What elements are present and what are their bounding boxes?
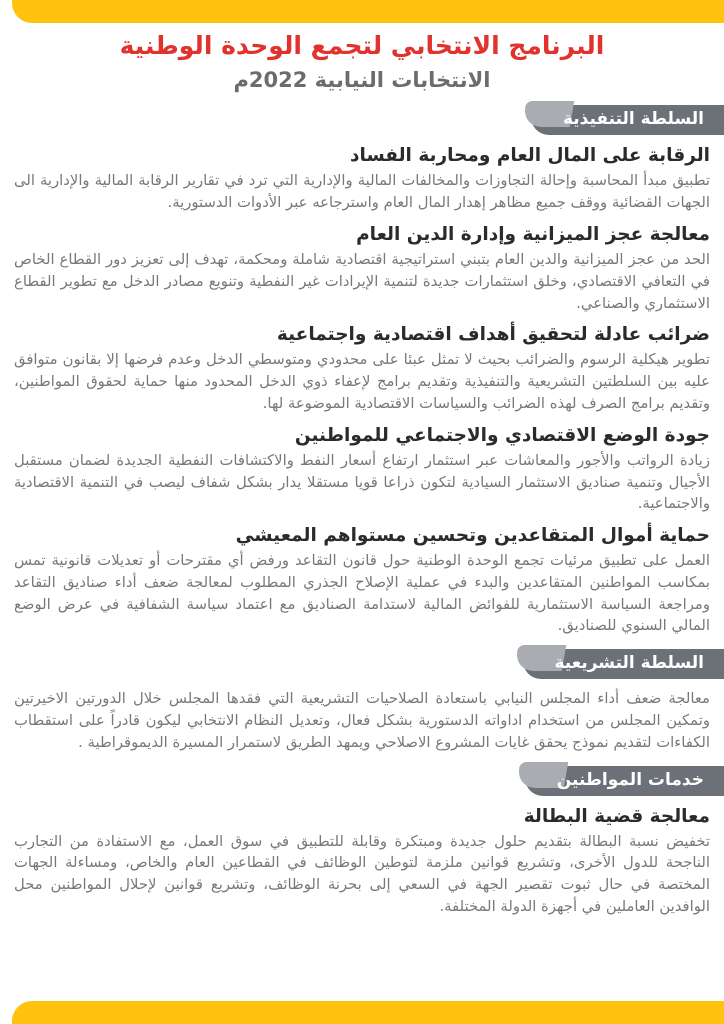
- item-heading-economic-social-quality: جودة الوضع الاقتصادي والاجتماعي للمواطنين: [294, 424, 710, 446]
- top-accent-bar: [12, 0, 724, 23]
- item-body-retirees-funds: العمل على تطبيق مرئيات تجمع الوحدة الوطنية حول قانون التقاعد ورفض أي مقترحات أو تعديلات قانونية تمس بمكاسب المواطنين المتقاعدين والبدء في عملية الإصلاح الجذري المطلوب لمعالجة ضعف أداء صناديق التقاعد ومراجعة السياسة الاستثمارية للفوائض المالية لاستدامة الصناديق مع اعتماد سياسة الشفافية في عرض الوضع المالي السنوي للصناديق.: [14, 552, 710, 635]
- item-heading-fair-taxes: ضرائب عادلة لتحقيق أهداف اقتصادية واجتماعية: [276, 324, 710, 346]
- section-badge-citizen-services: خدمات المواطنين: [525, 766, 724, 796]
- page-title: البرنامج الانتخابي لتجمع الوحدة الوطنية: [119, 31, 605, 60]
- item-heading-budget-deficit: معالجة عجز الميزانية وإدارة الدين العام: [356, 223, 710, 245]
- item-body-budget-deficit: الحد من عجز الميزانية والدين العام بتبني استراتيجية اقتصادية شاملة ومحكمة، تهدف إلى تعزيز دور القطاع الخاص في التعافي الاقتصادي، وخلق استثمارات جديدة لتنمية الإيرادات غير النفطية وتنويع مصادر الدخل مع تطوير القطاع الاستثماري والصناعي.: [14, 251, 710, 312]
- item-body-legislative-authority: معالجة ضعف أداء المجلس النيابي باستعادة الصلاحيات التشريعية التي فقدها المجلس خلال الدورتين الاخيرتين وتمكين المجلس من استخدام اداواته الدستورية بشكل فعال، وتعديل النظام الانتخابي ليكون قادراً على استقطاب الكفاءات لتقديم نموذج يحقق غايات المشروع الاصلاحي ويمهد الطريق لاستمرار المسيرة الديموقراطية .: [14, 690, 710, 751]
- item-body-public-funds-oversight: تطبيق مبدأ المحاسبة وإحالة التجاوزات والمخالفات المالية والإدارية التي ترد في تقارير الرقابة المالية والإدارية الى الجهات القضائية ووقف جميع مظاهر إهدار المال العام واسترجاعه عبر الأدوات الدستورية.: [14, 172, 710, 212]
- bottom-accent-bar: [12, 1001, 724, 1024]
- page-subtitle: الانتخابات النيابية 2022م: [233, 68, 491, 92]
- item-body-economic-social-quality: زيادة الرواتب والأجور والمعاشات عبر استثمار ارتفاع أسعار النفط والاكتشافات النفطية الجديدة لضمان مستقبل الأجيال وتنمية صناديق الاستثمار السيادية لتكون ذراعا قويا مستقلا يدار بشكل شفاف ليصب في التنمية الاقتصادية والاجتماعية.: [14, 451, 710, 513]
- item-heading-retirees-funds: حماية أموال المتقاعدين وتحسين مستواهم المعيشي: [235, 525, 710, 547]
- item-body-unemployment: تخفيض نسبة البطالة بتقديم حلول جديدة ومبتكرة وقابلة للتطبيق في سوق العمل، مع الاستفادة من التجارب الناجحة للدول الأخرى، وتشريع قوانين ملزمة لتوطين الوظائف في القطاعين العام والخاص، ومساءلة الجهات المختصة في حال ثبوت تقصير الجهة في السعي إلى بحرنة الوظائف، وتشريع قوانين لإحلال المواطنين محل الوافدين العاملين في أجهزة الدولة المختلفة.: [14, 832, 710, 915]
- item-heading-unemployment: معالجة قضية البطالة: [523, 805, 710, 827]
- item-heading-public-funds-oversight: الرقابة على المال العام ومحاربة الفساد: [350, 145, 710, 167]
- section-badge-executive-authority: السلطة التنفيذية: [531, 105, 724, 135]
- document-content: [0, 105, 724, 918]
- item-body-fair-taxes: تطوير هيكلية الرسوم والضرائب بحيث لا تمثل عبئا على محدودي ومتوسطي الدخل وعدم فرضها إلا بقانون متوافق عليه بين السلطتين التشريعية والتنفيذية وتقديم برامج لإعفاء ذوي الدخل المحدود منها حماية لحقوق المواطنين، وتقديم برامج الصرف لهذه الضرائب والسياسات الاقتصادية الموضوعة لها.: [14, 351, 710, 412]
- section-badge-legislative-authority: السلطة التشريعية: [523, 649, 724, 679]
